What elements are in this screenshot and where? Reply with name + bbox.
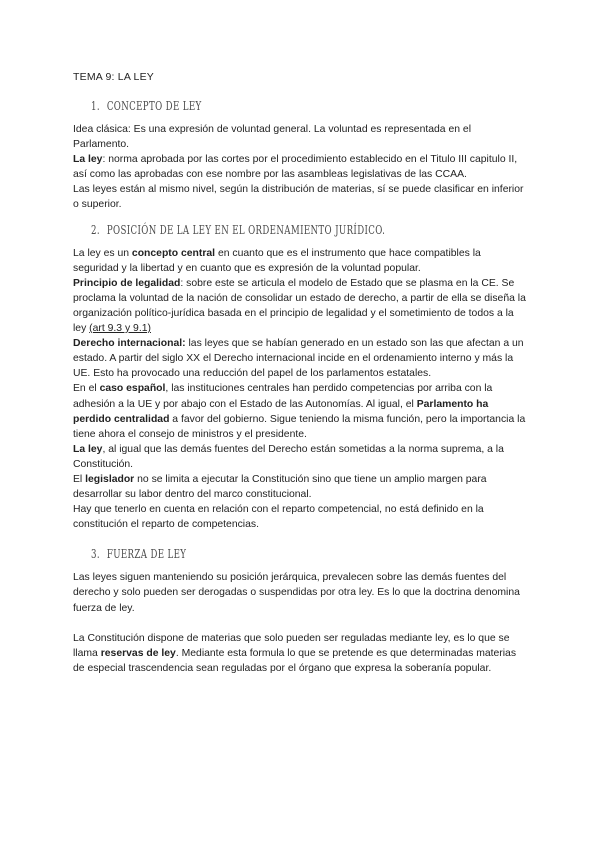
paragraph-concepto-central: [73, 246, 528, 276]
bold-term: reservas de ley: [100, 647, 176, 659]
paragraph-principio-legalidad: [73, 276, 528, 336]
section-heading-posicion: [91, 222, 406, 238]
bold-term: caso español: [99, 383, 166, 395]
bold-term: La ley: [73, 443, 103, 455]
document-page: [73, 70, 528, 676]
paragraph-text: , al igual que las demás fuentes del Derecho están sometidas a la norma suprema, a la Constitución.: [73, 443, 504, 470]
paragraph-idea-clasica: Idea clásica: Es una expresión de voluntad general. La voluntad es representada en el Parlamento.: [73, 124, 472, 151]
bold-term: legislador: [85, 473, 135, 485]
paragraph-text: : sobre este se articula el modelo de Estado que se plasma en la CE. Se proclama la voluntad de la nación de consolidar un estado de derecho, a partir de ella se diseña la organización político-jurídica basada en el principio de legalidad y el sometimiento de todos a la ley: [73, 277, 526, 335]
section-number: 1.: [91, 99, 100, 113]
paragraph-text: La ley es un: [73, 247, 132, 259]
bold-term: Derecho internacional:: [73, 338, 186, 350]
section-title: CONCEPTO DE LEY: [106, 99, 202, 113]
paragraph-reservas-ley: [73, 631, 528, 676]
section-title: POSICIÓN DE LA LEY EN EL ORDENAMIENTO JURÍDICO.: [106, 222, 386, 237]
paragraph-text: En el: [73, 383, 100, 395]
section-number: 2.: [91, 222, 100, 237]
section-title: FUERZA DE LEY: [106, 547, 187, 562]
paragraph-ley-sometida: [73, 442, 528, 472]
paragraph-text: a favor del gobierno. Sigue teniendo la misma función, pero la importancia la tiene ahora el consejo de ministros y el presidente.: [73, 413, 526, 440]
paragraph-caso-espanol: [73, 381, 528, 441]
paragraph-text: en cuanto que es el instrumento que hace compatibles la seguridad y la libertad y en cuanto que es expresión de la voluntad popular.: [73, 247, 481, 274]
paragraph-text: no se limita a ejecutar la Constitución sino que tiene un amplio margen para desarrollar su labor dentro del marco constitucional.: [73, 473, 487, 501]
document-title: TEMA 9: LA LEY: [73, 71, 155, 83]
bold-term: Principio de legalidad: [73, 277, 181, 289]
paragraph-text: . Mediante esta formula lo que se pretende es que determinadas materias de especial trascendencia sean reguladas por el órgano que expresa la soberanía popular.: [73, 647, 517, 674]
paragraph-text: las leyes que se habían generado en un estado son las que afectan a un estado. A partir del siglo XX el Derecho internacional incide en el ordenamiento interno y más la UE. Esto ha provocado una reducción del papel de los parlamentos estatales.: [73, 338, 524, 380]
section-heading-concepto: [91, 98, 406, 114]
paragraph-text: , las instituciones centrales han perdido competencias por arriba con la adhesión a la UE y por abajo con el Estado de las Autonomías. Al igual, el: [73, 383, 493, 410]
bold-term: Parlamento ha perdido centralidad: [73, 398, 489, 425]
bold-term: concepto central: [131, 247, 216, 259]
paragraph-text: : norma aprobada por las cortes por el procedimiento establecido en el Titulo III capitulo II, así como las aprobadas con ese nombre por las asambleas legislativas de las CCAA.: [73, 154, 518, 181]
paragraph-text: El: [73, 473, 86, 485]
paragraph-la-ley: [73, 152, 528, 182]
paragraph-nivel-leyes: Las leyes están al mismo nivel, según la distribución de materias, sí se puede clasificar en inferior o superior.: [73, 184, 524, 211]
paragraph-reparto-competencial: Hay que tenerlo en cuenta en relación con el reparto competencial, no está definido en la constitución el reparto de competencias.: [73, 504, 484, 531]
paragraph-posicion-jerarquica: Las leyes siguen manteniendo su posición jerárquica, prevalecen sobre las demás fuentes del derecho y solo pueden ser derogadas o suspendidas por otra ley. Es lo que la doctrina denomina fuerza de ley.: [73, 572, 520, 614]
section-number: 3.: [91, 547, 100, 562]
paragraph-text: La Constitución dispone de materias que solo pueden ser reguladas mediante ley, es lo que se llama: [73, 632, 510, 659]
bold-term: La ley: [73, 154, 103, 166]
section-heading-fuerza: [91, 546, 406, 562]
paragraph-derecho-internacional: [73, 336, 528, 381]
article-reference: (art 9.3 y 9.1): [89, 323, 151, 335]
paragraph-legislador: [73, 472, 528, 502]
